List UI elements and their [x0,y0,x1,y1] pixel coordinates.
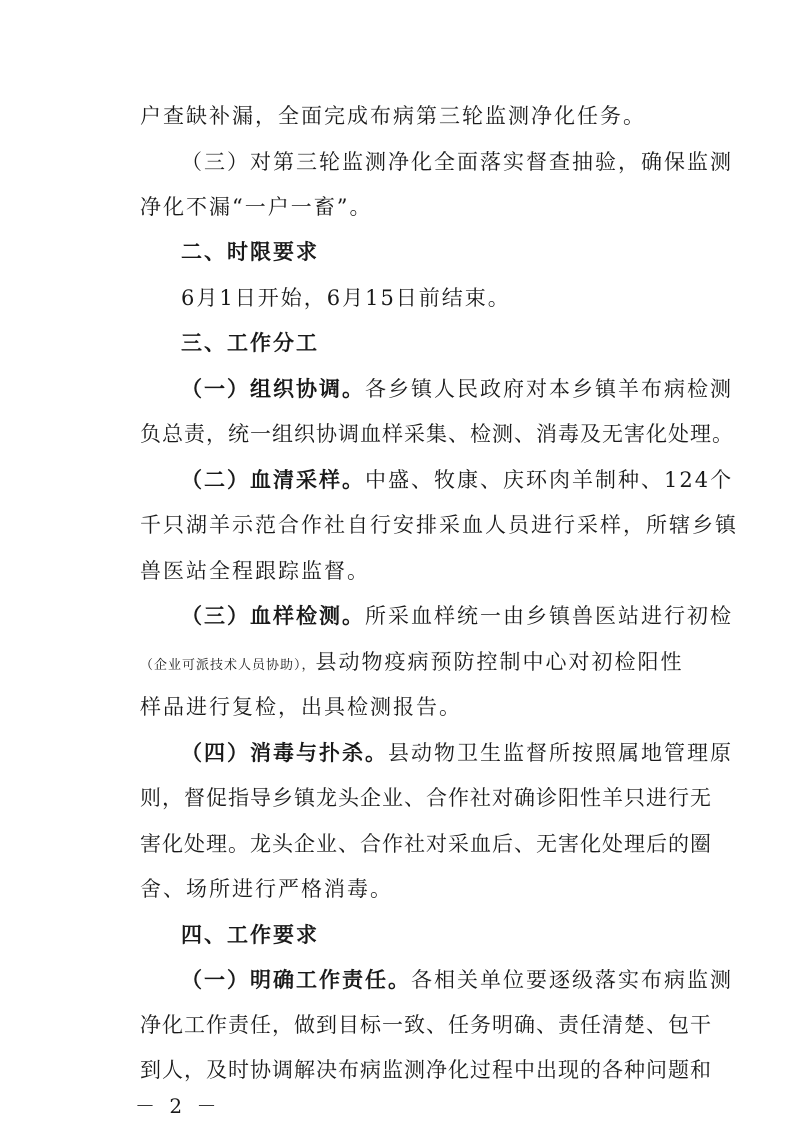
paragraph-line [140,648,684,676]
item-text: 各相关单位要逐级落实布病监测 [411,968,733,992]
page-number: － 2 － [135,1094,221,1118]
paragraph-line: 净化不漏“一户一畜”。 [140,195,373,219]
paragraph-line: 户查缺补漏，全面完成布病第三轮监测净化任务。 [140,104,646,128]
paragraph-line: （三）对第三轮监测净化全面落实督查抽验，确保监测 [181,150,733,174]
item-prefix: （二） [181,467,250,492]
section-heading: 三、工作分工 [181,331,319,355]
item-text: 中盛、牧康、庆环肉羊制种、124个 [365,468,734,492]
item-text: 县动物疫病预防控制中心对初检阳性 [315,650,684,674]
paragraph-line [181,466,733,494]
section-heading: 四、工作要求 [181,923,319,947]
paragraph-line: 害化处理。龙头企业、合作社对采血后、无害化处理后的圈 [140,832,712,856]
small-note: （企业可派技术人员协助）， [140,658,316,673]
paragraph-line: 负总责，统一组织协调血样采集、检测、消毒及无害化处理。 [140,422,734,446]
paragraph-line: 则，督促指导乡镇龙头企业、合作社对确诊阳性羊只进行无 [140,786,712,810]
paragraph-line: 样品进行复检，出具检测报告。 [140,695,462,719]
paragraph-line: 到人，及时协调解决布病监测净化过程中出现的各种问题和 [140,1058,712,1082]
item-title: 明确工作责任。 [250,967,411,992]
paragraph-line [181,739,733,767]
section-heading: 二、时限要求 [181,240,319,264]
item-prefix: （四） [181,740,250,765]
item-text: 县动物卫生监督所按照属地管理原 [388,741,733,765]
paragraph-line [181,602,733,630]
paragraph-line [181,375,733,403]
paragraph-line [181,966,733,994]
item-title: 血样检测。 [250,603,365,628]
item-prefix: （三） [181,603,250,628]
paragraph-line: 千只湖羊示范合作社自行安排采血人员进行采样，所辖乡镇 [140,513,738,537]
item-title: 消毒与扑杀。 [250,740,388,765]
item-title: 组织协调。 [250,376,365,401]
item-prefix: （一） [181,967,250,992]
paragraph-line: 兽医站全程跟踪监督。 [140,559,370,583]
item-title: 血清采样。 [250,467,365,492]
item-prefix: （一） [181,376,250,401]
paragraph-line: 6月1日开始，6月15日前结束。 [181,286,511,310]
item-text: 各乡镇人民政府对本乡镇羊布病检测 [365,377,733,401]
paragraph-line: 净化工作责任，做到目标一致、任务明确、责任清楚、包干 [140,1013,712,1037]
item-text: 所采血样统一由乡镇兽医站进行初检 [365,604,733,628]
paragraph-line: 舍、场所进行严格消毒。 [140,877,393,901]
